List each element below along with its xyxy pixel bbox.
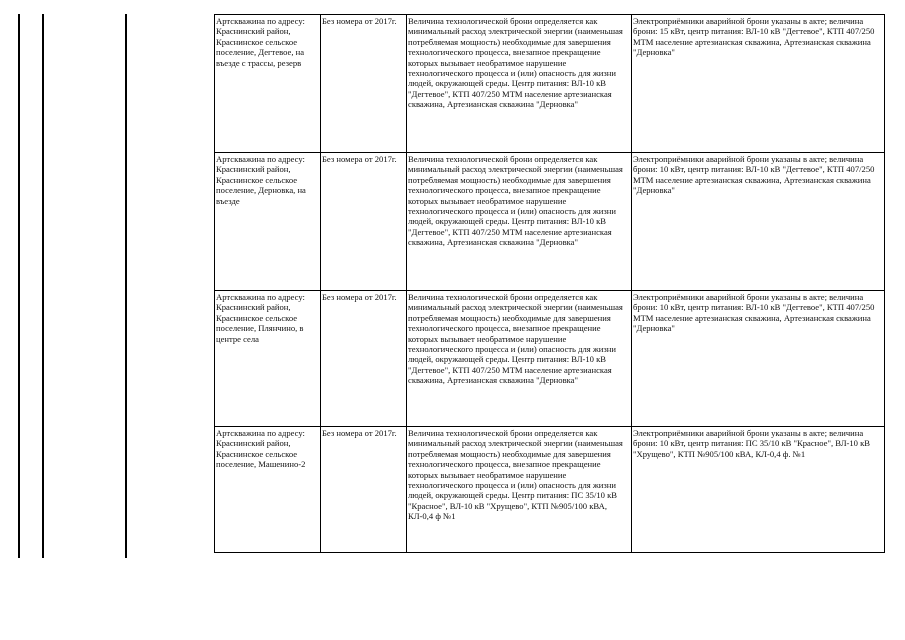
reservation-table (214, 14, 885, 553)
document-number-cell: Без номера от 2017г. (321, 427, 407, 553)
table-row (215, 291, 885, 427)
address-cell: Артскважина по адресу: Краснинский район, Краснинское сельское поселение, Дегтевое, на въезде с трассы, резерв (215, 15, 321, 153)
note-cell: Электроприёмники аварийной брони указаны в акте; величина брони: 10 кВт, центр питания: ВЛ-10 кВ "Дегтевое", КТП 407/250 МТМ население артезианская скважина, Артезианская скважина "Дерновка" (632, 291, 885, 427)
left-border-line-3 (125, 14, 127, 558)
document-number-cell: Без номера от 2017г. (321, 291, 407, 427)
note-cell: Электроприёмники аварийной брони указаны в акте; величина брони: 10 кВт, центр питания: ПС 35/10 кВ "Красное", ВЛ-10 кВ "Хрущево", КТП №905/100 кВА, КЛ-0,4 ф. №1 (632, 427, 885, 553)
description-cell: Величина технологической брони определяется как минимальный расход электрической энергии (наименьшая потребляемая мощность) необходимые для завершения технологического процесса, внезапное прекращение которых вызывает необратимое нарушение технологического процесса и (или) опасность для жизни людей, окружающей среды. Центр питания: ВЛ-10 кВ "Дегтевое", КТП 407/250 МТМ население артезианская скважина, Артезианская скважина "Дерновка" (407, 15, 632, 153)
description-cell: Величина технологической брони определяется как минимальный расход электрической энергии (наименьшая потребляемая мощность) необходимые для завершения технологического процесса, внезапное прекращение которых вызывает необратимое нарушение технологического процесса и (или) опасность для жизни людей, окружающей среды. Центр питания: ВЛ-10 кВ "Дегтевое", КТП 407/250 МТМ население артезианская скважина, Артезианская скважина "Дерновка" (407, 153, 632, 291)
address-cell: Артскважина по адресу: Краснинский район, Краснинское сельское поселение, Дерновка, на въезде (215, 153, 321, 291)
address-cell: Артскважина по адресу: Краснинский район, Краснинское сельское поселение, Машенино-2 (215, 427, 321, 553)
description-cell: Величина технологической брони определяется как минимальный расход электрической энергии (наименьшая потребляемая мощность) необходимые для завершения технологического процесса, внезапное прекращение которых вызывает необратимое нарушение технологического процесса и (или) опасность для жизни людей, окружающей среды. Центр питания: ВЛ-10 кВ "Дегтевое", КТП 407/250 МТМ население артезианская скважина, Артезианская скважина "Дерновка" (407, 291, 632, 427)
document-number-cell: Без номера от 2017г. (321, 153, 407, 291)
table-row (215, 153, 885, 291)
note-cell: Электроприёмники аварийной брони указаны в акте; величина брони: 10 кВт, центр питания: ВЛ-10 кВ "Дегтевое", КТП 407/250 МТМ население артезианская скважина, Артезианская скважина "Дерновка" (632, 153, 885, 291)
table-row (215, 15, 885, 153)
address-cell: Артскважина по адресу: Краснинский район, Краснинское сельское поселение, Плянчино, в центре села (215, 291, 321, 427)
table-row (215, 427, 885, 553)
left-border-line-1 (18, 14, 20, 558)
note-cell: Электроприёмники аварийной брони указаны в акте; величина брони: 15 кВт, центр питания: ВЛ-10 кВ "Дегтевое", КТП 407/250 МТМ население артезианская скважина, Артезианская скважина "Дерновка" (632, 15, 885, 153)
description-cell: Величина технологической брони определяется как минимальный расход электрической энергии (наименьшая потребляемая мощность) необходимые для завершения технологического процесса, внезапное прекращение которых вызывает необратимое нарушение технологического процесса и (или) опасность для жизни людей, окружающей среды. Центр питания: ПС 35/10 кВ "Красное", ВЛ-10 кВ "Хрущево", КТП №905/100 кВА, КЛ-0,4 ф №1 (407, 427, 632, 553)
document-number-cell: Без номера от 2017г. (321, 15, 407, 153)
left-border-line-2 (42, 14, 44, 558)
